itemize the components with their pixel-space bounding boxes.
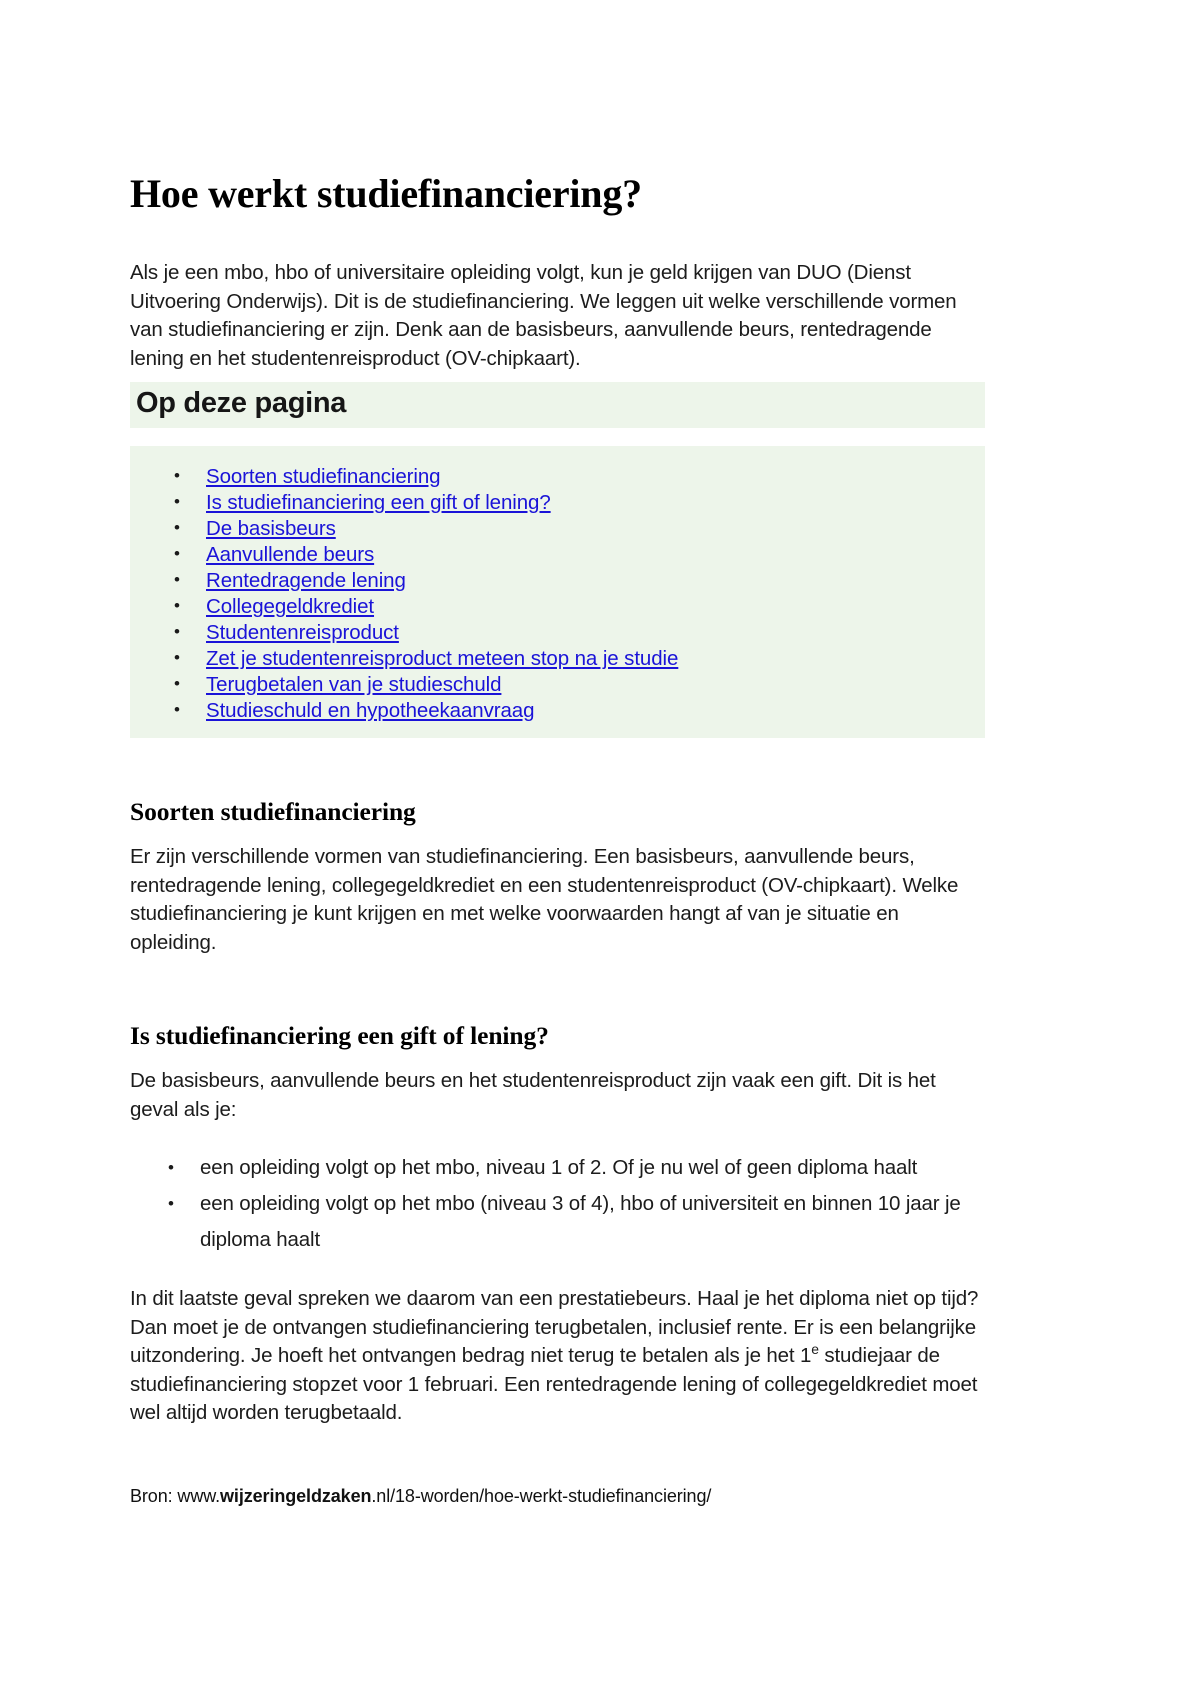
document-content xyxy=(130,0,985,1428)
list-item xyxy=(174,698,975,724)
toc-link-0[interactable]: Soorten studiefinanciering xyxy=(206,465,441,488)
toc-band-gap xyxy=(130,428,985,446)
spacer xyxy=(130,827,985,843)
list-item xyxy=(174,672,975,698)
source-footer xyxy=(130,1484,990,1508)
toc-link-6[interactable]: Studentenreisproduct xyxy=(206,621,399,644)
footer-domain: wijzeringeldzaken xyxy=(220,1486,372,1506)
section-paragraph-gift-of-lening: De basisbeurs, aanvullende beurs en het studentenreisproduct zijn vaak een gift. Dit is het geval als je: xyxy=(130,1069,936,1121)
list-item xyxy=(174,490,975,516)
spacer xyxy=(130,738,985,797)
toc-link-9[interactable]: Studieschuld en hypotheekaanvraag xyxy=(206,699,535,722)
intro-paragraph: Als je een mbo, hbo of universitaire opleiding volgt, kun je geld krijgen van DUO (Dienst Uitvoering Onderwijs). Dit is de studiefinanciering. We leggen uit welke verschillende vormen van studiefinanciering er zijn. Denk aan de basisbeurs, aanvullende beurs, rentedragende lening en het studentenreisproduct (OV-chipkaart). xyxy=(130,261,957,370)
toc-list-band xyxy=(130,446,985,738)
section-heading-soorten: Soorten studiefinanciering xyxy=(130,797,416,826)
section-paragraph-soorten: Er zijn verschillende vormen van studiefinanciering. Een basisbeurs, aanvullende beurs, rentedragende lening, collegegeldkrediet en een studentenreisproduct (OV-chipkaart). Welke studiefinanciering je kunt krijgen en met welke voorwaarden hangt af van je situatie en opleiding. xyxy=(130,845,959,954)
toc-link-7[interactable]: Zet je studentenreisproduct meteen stop na je studie xyxy=(206,647,679,670)
list-item: • een opleiding volgt op het mbo, niveau 1 of 2. Of je nu wel of geen diploma haalt xyxy=(168,1150,985,1186)
page-title: Hoe werkt studiefinanciering? xyxy=(130,171,642,216)
spacer xyxy=(130,1258,985,1285)
spacer xyxy=(130,1051,985,1067)
toc-link-1[interactable]: Is studiefinanciering een gift of lening? xyxy=(206,491,551,514)
list-item xyxy=(174,542,975,568)
toc-link-5[interactable]: Collegegeldkrediet xyxy=(206,595,375,618)
closing-paragraph xyxy=(130,1285,985,1428)
list-item xyxy=(174,594,975,620)
ordinal-superscript: e xyxy=(811,1341,819,1358)
list-item xyxy=(174,646,975,672)
toc-link-2[interactable]: De basisbeurs xyxy=(206,517,336,540)
list-item xyxy=(174,620,975,646)
list-item: • een opleiding volgt op het mbo (niveau 3 of 4), hbo of universiteit en binnen 10 jaar je diploma haalt xyxy=(168,1186,985,1258)
closing-text-before: In dit laatste geval spreken we daarom van een prestatiebeurs. Haal je het diploma niet op tijd? Dan moet je de ontvangen studiefinanciering terugbetalen, inclusief rente. Er is een belangrijke uitzondering. Je hoeft het ontvangen bedrag niet terug te betalen als je het 1 xyxy=(130,1287,979,1367)
list-item xyxy=(174,464,975,490)
spacer xyxy=(130,957,985,1021)
section-heading-gift-of-lening: Is studiefinanciering een gift of lening? xyxy=(130,1021,549,1050)
toc-heading: Op deze pagina xyxy=(136,387,347,419)
footer-prefix: Bron: www. xyxy=(130,1486,221,1506)
gift-conditions-list xyxy=(130,1150,985,1258)
spacer xyxy=(130,1124,985,1150)
toc-link-8[interactable]: Terugbetalen van je studieschuld xyxy=(206,673,502,696)
toc-list xyxy=(136,464,975,724)
footer-suffix: .nl/18-worden/hoe-werkt-studiefinanciering/ xyxy=(371,1486,712,1506)
toc-link-4[interactable]: Rentedragende lening xyxy=(206,569,406,592)
closing-text-after: studiejaar de studiefinanciering stopzet voor 1 februari. Een rentedragende lening of collegegeldkrediet moet wel altijd worden terugbetaald. xyxy=(130,1344,978,1424)
toc-heading-band xyxy=(130,382,985,428)
list-item xyxy=(174,516,975,542)
toc-link-3[interactable]: Aanvullende beurs xyxy=(206,543,375,566)
list-item xyxy=(174,568,975,594)
